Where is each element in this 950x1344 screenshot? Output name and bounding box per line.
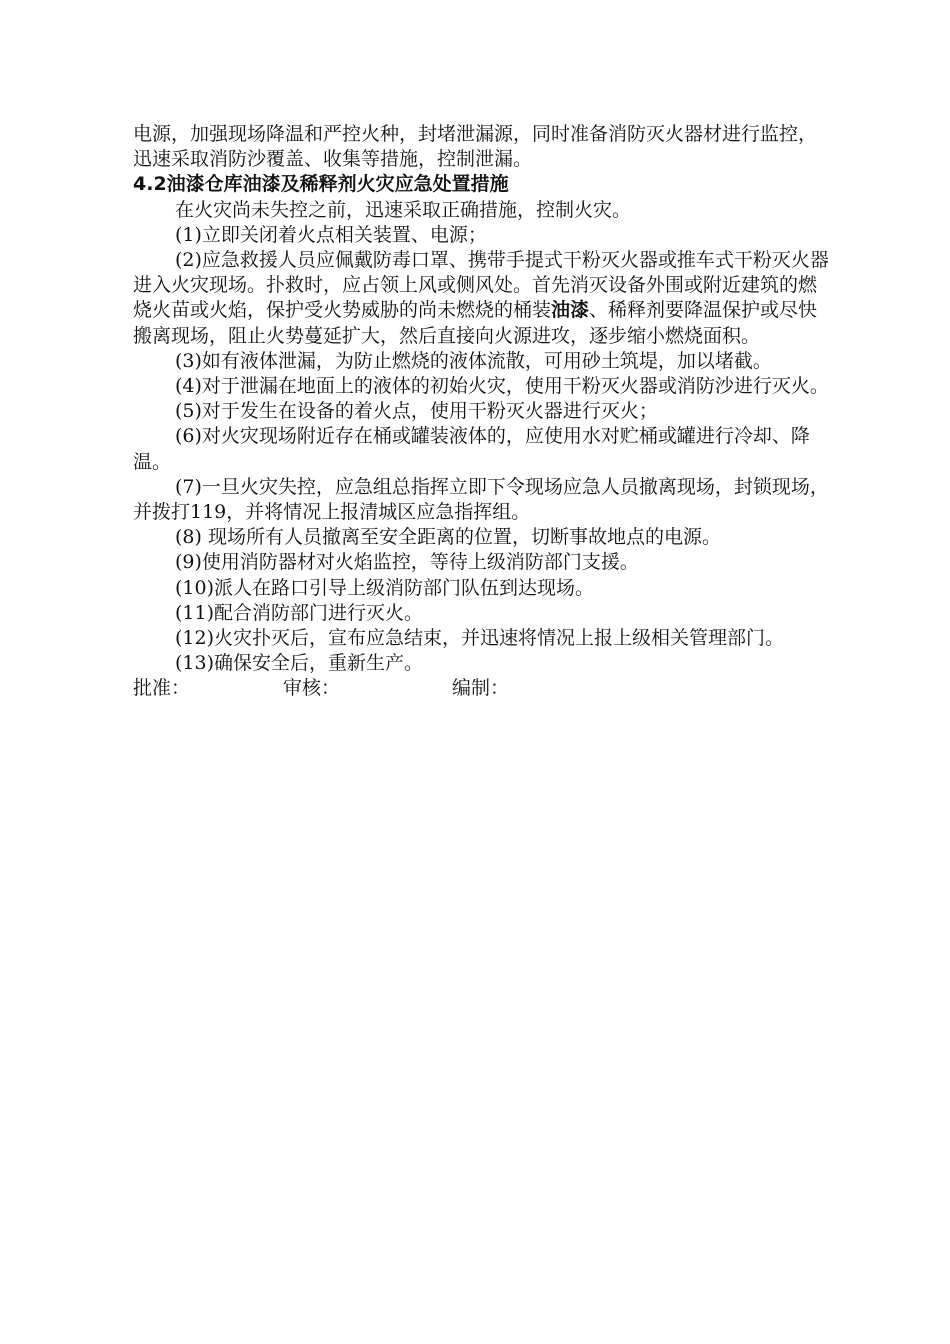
step-2-part-a: (2)应急救援人员应佩戴防毒口罩、携带手提式干粉灭火器或推车式干粉灭火器进入火灾现场。扑救时，应占领上风或侧风处。首先消灭设备外围或附近建筑的燃烧火苗或火焰，保护受火势威胁的尚未燃烧的桶装 [133,249,829,322]
step-13: (13)确保安全后，重新生产。 [175,652,424,675]
step-1: (1)立即关闭着火点相关装置、电源； [175,223,487,246]
signoff-row [133,676,833,701]
approve-label: 批准： [133,677,191,700]
step-11: (11)配合消防部门进行灭火。 [175,601,424,624]
intro-paragraph: 在火灾尚未失控之前，迅速采取正确措施，控制火灾。 [175,198,632,221]
document-page [133,122,833,702]
step-4: (4)对于泄漏在地面上的液体的初始火灾，使用干粉灭火器或消防沙进行灭火。 [175,375,829,398]
step-12: (12)火灾扑灭后，宣布应急结束，并迅速将情况上报上级相关管理部门。 [175,627,785,650]
continuation-paragraph: 电源，加强现场降温和严控火种，封堵泄漏源，同时准备消防灭火器材进行监控，迅速采取消防沙覆盖、收集等措施，控制泄漏。 [133,123,818,171]
step-3: (3)如有液体泄漏，为防止燃烧的液体流散，可用砂土筑堤，加以堵截。 [175,349,772,372]
step-2-bold-term: 油漆 [551,299,590,322]
step-5: (5)对于发生在设备的着火点，使用干粉灭火器进行灭火； [175,400,658,423]
step-6: (6)对火灾现场附近存在桶或罐装液体的，应使用水对贮桶或罐进行冷却、降温。 [133,425,810,473]
compile-label: 编制： [452,677,510,700]
section-heading: 4.2油漆仓库油漆及稀释剂火灾应急处置措施 [133,173,509,196]
step-10: (10)派人在路口引导上级消防部门队伍到达现场。 [175,576,595,599]
step-8: (8) 现场所有人员撤离至安全距离的位置，切断事故地点的电源。 [175,526,721,549]
step-2 [133,248,833,349]
step-2-part-b: 、稀释剂要降温保护或尽快搬离现场，阻止火势蔓延扩大，然后直接向火源进攻，逐步缩小燃烧面积。 [133,299,818,347]
review-label: 审核： [283,677,341,700]
step-9: (9)使用消防器材对火焰监控，等待上级消防部门支援。 [175,551,639,574]
step-7: (7)一旦火灾失控，应急组总指挥立即下令现场应急人员撤离现场，封锁现场，并拨打119，并将情况上报清城区应急指挥组。 [133,475,829,524]
